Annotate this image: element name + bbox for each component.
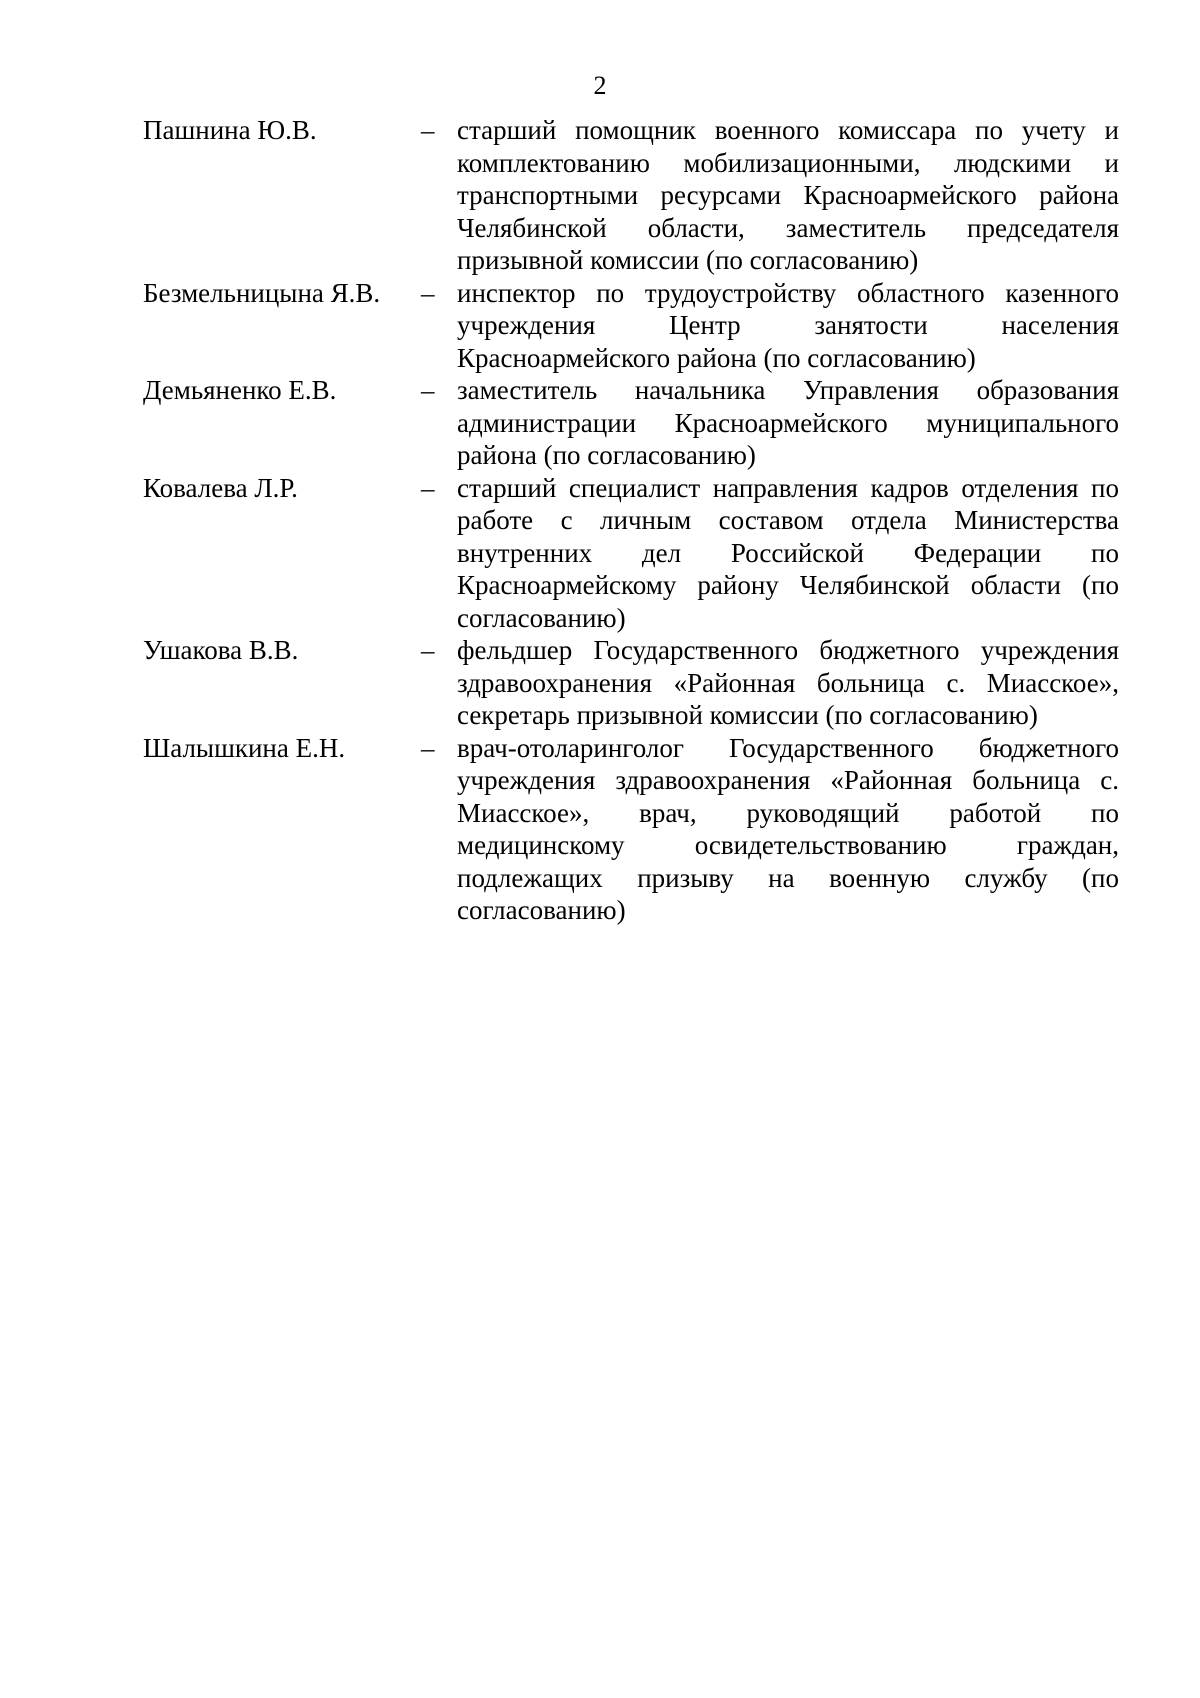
member-name: Ушакова В.В.: [143, 635, 299, 665]
member-role: старший помощник военного комиссара по учету и комплектованию мобилизационными, людскими и транспортными ресурсами Красноармейского района Челябинской области, заместитель председателя призывной комиссии (по согласованию): [457, 115, 1119, 275]
member-row: [143, 472, 1123, 635]
member-dash: –: [421, 375, 435, 405]
member-row: [143, 277, 1123, 375]
member-dash: –: [421, 115, 435, 145]
member-row: [143, 634, 1123, 732]
member-role: заместитель начальника Управления образования администрации Красноармейского муниципального района (по согласованию): [457, 375, 1119, 470]
member-role: врач-отоларинголог Государственного бюджетного учреждения здравоохранения «Районная больница с. Миасское», врач, руководящий работой по медицинскому освидетельствованию граждан, подлежащих призыву на военную службу (по согласованию): [457, 732, 1119, 925]
member-role: фельдшер Государственного бюджетного учреждения здравоохранения «Районная больница с. Миасское», секретарь призывной комиссии (по согласованию): [457, 635, 1119, 730]
member-dash: –: [421, 635, 435, 665]
member-dash: –: [421, 732, 435, 763]
member-name: Демьяненко Е.В.: [143, 375, 337, 405]
member-role: старший специалист направления кадров отделения по работе с личным составом отдела Министерства внутренних дел Российской Федерации по Красноармейскому району Челябинской области (по согласованию): [457, 472, 1119, 633]
member-name: Ковалева Л.Р.: [143, 472, 298, 503]
member-name: Шалышкина Е.Н.: [143, 732, 346, 763]
member-name: Пашнина Ю.В.: [143, 115, 317, 145]
page-number: 2: [593, 71, 607, 100]
member-row: [143, 374, 1123, 472]
member-row: [143, 732, 1123, 927]
commission-members-list: [143, 114, 1123, 927]
member-role: инспектор по трудоустройству областного казенного учреждения Центр занятости населения Красноармейского района (по согласованию): [457, 277, 1119, 373]
member-row: [143, 114, 1123, 277]
member-dash: –: [421, 472, 435, 503]
member-dash: –: [421, 277, 435, 308]
member-name: Безмельницына Я.В.: [143, 277, 381, 308]
